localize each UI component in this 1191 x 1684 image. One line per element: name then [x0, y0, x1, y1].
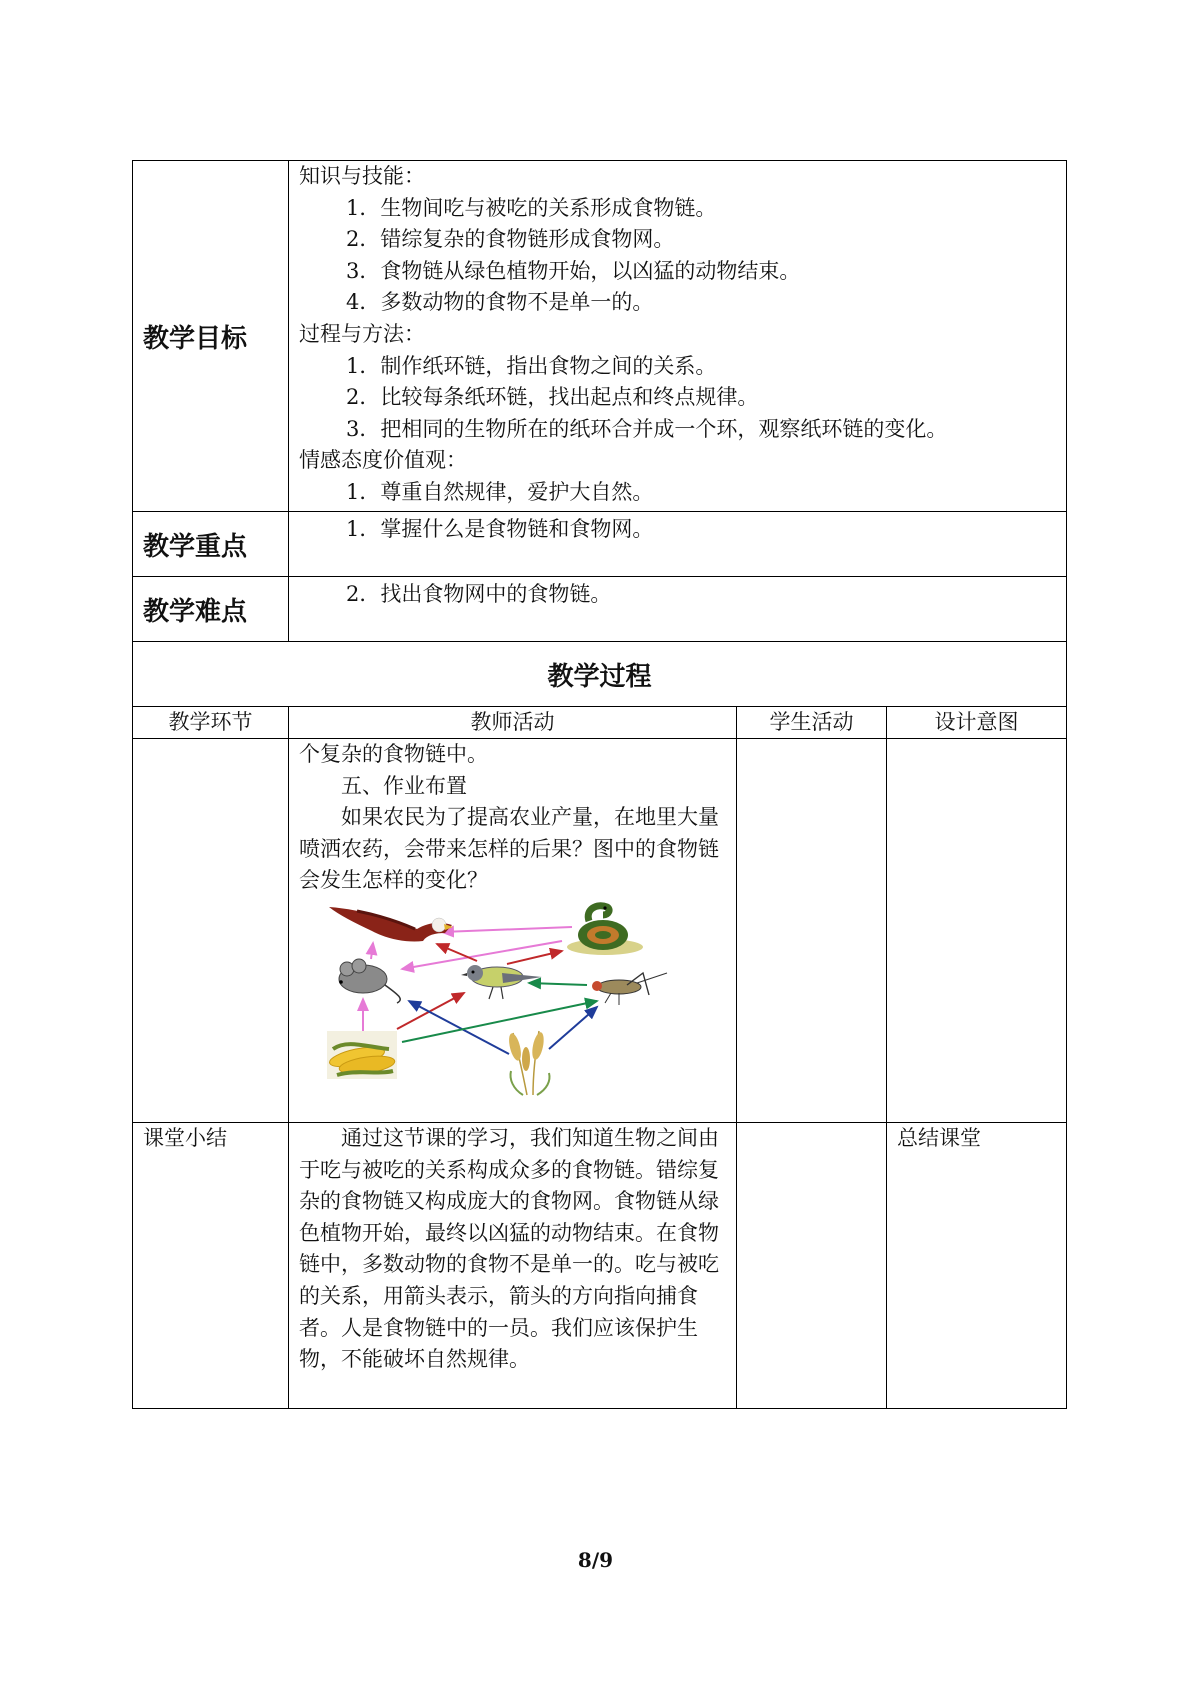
food-web-diagram — [327, 899, 707, 1109]
key-point-content — [289, 512, 1067, 577]
knowledge-item-4: 4．多数动物的食物不是单一的。 — [346, 290, 654, 315]
food-web-arrows — [363, 927, 597, 1054]
process-heading: 过程与方法： — [299, 321, 425, 346]
difficulty-row — [133, 577, 1067, 642]
header-intent: 设计意图 — [887, 707, 1067, 739]
knowledge-item-3: 3．食物链从绿色植物开始，以凶猛的动物结束。 — [346, 258, 801, 283]
bird-icon — [461, 965, 542, 999]
process-item-3: 3．把相同的生物所在的纸环合并成一个环，观察纸环链的变化。 — [346, 416, 948, 441]
process-item-1: 1．制作纸环链，指出食物之间的关系。 — [346, 353, 717, 378]
row1-line-3: 如果农民为了提高农业产量，在地里大量喷洒农药，会带来怎样的后果？图中的食物链会发生怎样的变化？ — [299, 805, 719, 893]
knowledge-heading: 知识与技能： — [299, 164, 425, 188]
row1-line-1: 个复杂的食物链中。 — [299, 742, 488, 766]
row1-stage — [133, 739, 289, 1123]
objectives-label: 教学目标 — [133, 161, 289, 512]
objectives-row — [133, 161, 1067, 512]
difficulty-label: 教学难点 — [133, 577, 289, 642]
key-point-row — [133, 512, 1067, 577]
row1-intent — [887, 739, 1067, 1123]
row1-teacher — [289, 739, 737, 1123]
difficulty-content — [289, 577, 1067, 642]
mouse-icon — [339, 959, 400, 1003]
row1-student — [737, 739, 887, 1123]
row2-stage: 课堂小结 — [133, 1123, 289, 1409]
key-point-label: 教学重点 — [133, 512, 289, 577]
process-header-row — [133, 707, 1067, 739]
page-number: 8/9 — [577, 1548, 614, 1572]
row2-intent: 总结课堂 — [887, 1123, 1067, 1409]
emotion-heading: 情感态度价值观： — [299, 448, 467, 473]
row1-line-2: 五、作业布置 — [341, 773, 467, 798]
corn-icon — [327, 1031, 397, 1079]
objectives-content — [289, 161, 1067, 512]
row2-teacher: 通过这节课的学习，我们知道生物之间由于吃与被吃的关系构成众多的食物链。错综复杂的食物链又构成庞大的食物网。食物链从绿色植物开始，最终以凶猛的动物结束。在食物链中，多数动物的食物不是单一的。吃与被吃的关系，用箭头表示，箭头的方向指向捕食者。人是食物链中的一员。我们应该保护生物，不能破坏自然规律。 — [289, 1123, 737, 1409]
difficulty-text: 2．找出食物网中的食物链。 — [346, 582, 612, 606]
process-title-row — [133, 642, 1067, 707]
grasshopper-icon — [592, 973, 667, 1005]
header-student: 学生活动 — [737, 707, 887, 739]
header-teacher: 教师活动 — [289, 707, 737, 739]
knowledge-item-2: 2．错综复杂的食物链形成食物网。 — [346, 227, 675, 252]
header-stage: 教学环节 — [133, 707, 289, 739]
snake-icon — [567, 906, 643, 955]
key-point-text: 1．掌握什么是食物链和食物网。 — [346, 517, 654, 541]
knowledge-item-1: 1．生物间吃与被吃的关系形成食物链。 — [346, 195, 717, 220]
process-item-2: 2．比较每条纸环链，找出起点和终点规律。 — [346, 385, 759, 410]
eagle-icon — [329, 907, 453, 942]
wheat-icon — [507, 1031, 550, 1095]
process-title: 教学过程 — [133, 642, 1067, 707]
row2-student — [737, 1123, 887, 1409]
lesson-plan-table — [132, 160, 1067, 1409]
process-row-homework — [133, 739, 1067, 1123]
emotion-item-1: 1．尊重自然规律，爱护大自然。 — [346, 479, 654, 504]
process-row-summary — [133, 1123, 1067, 1409]
